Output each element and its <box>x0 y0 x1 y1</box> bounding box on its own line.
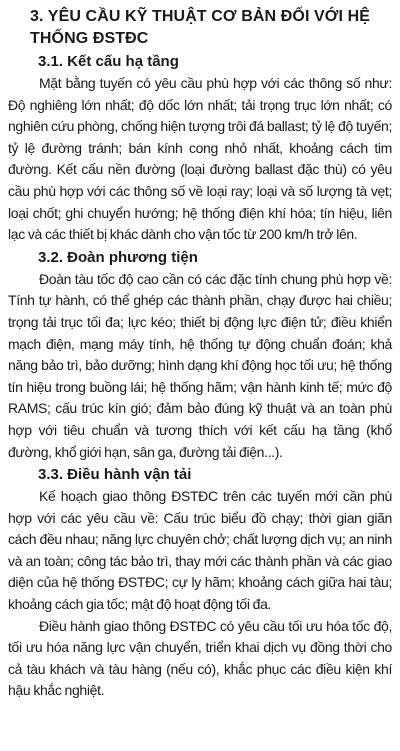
subsection-rolling-stock <box>8 247 392 463</box>
paragraph: Đoàn tàu tốc độ cao cần có các đặc tính chung phù hợp về: Tính tự hành, có thể ghép các thành phần, chạy được hai chiều; trọng tải trục tối đa; lực kéo; thiết bị động lực điện tử; điều khiển mạch điện, mạng máy tính, hệ thống tự động chuẩn đoán; khả năng bảo trì, bảo dưỡng; hình dạng khí động học tối ưu; hệ thống tín hiệu trong buồng lái; hệ thống hãm; vận hành kinh tế; mức độ RAMS; cấu trúc kín gió; đảm bảo đúng kỹ thuật và an toàn phù hợp với tiêu chuẩn và tương thích với kết cấu hạ tầng (khổ đường, khổ giới hạn, sân ga, đường tải điện...). <box>8 270 392 460</box>
subsection-heading: 3.2. Đoàn phương tiện <box>38 248 198 266</box>
paragraph: Điều hành giao thông ĐSTĐC có yêu cầu tối ưu hóa tốc độ, tối ưu hóa năng lực vận chuyển, triển khai dịch vụ đồng thời cho cả tàu khách và tàu hàng (nếu có), khắc phục các điều kiện khí hậu khắc nghiệt. <box>8 617 392 699</box>
subsection-transport-operation <box>8 464 392 702</box>
paragraph: Mặt bằng tuyến có yêu cầu phù hợp với các thông số như: Độ nghiêng lớn nhất; độ dốc lớn nhất; tải trọng trục lớn nhất; có nghiên cứu phòng, chống hiện tượng trôi đá ballast; tỷ lệ độ tuyến; tỷ lệ đường tránh; bán kính cong nhỏ nhất, khoảng cách tim đường. Kết cấu nền đường (loại đường ballast đặc thù) có yêu cầu phù hợp với các thông số về loại ray; loại và số lượng tà vẹt; loại chốt; ghi chuyển hướng; hệ thống điện khí hóa; tín hiệu, liên lạc và các thiết bị khác dành cho vận tốc từ 200 km/h trở lên. <box>8 75 392 243</box>
subsection-heading: 3.3. Điều hành vận tải <box>38 466 192 484</box>
subsection-heading: 3.1. Kết cấu hạ tầng <box>38 53 179 70</box>
subsection-infrastructure <box>8 51 392 246</box>
section-title: 3. YÊU CẦU KỸ THUẬT CƠ BẢN ĐỐI VỚI HỆ THỐNG ĐSTĐC <box>30 8 371 47</box>
paragraph: Kế hoạch giao thông ĐSTĐC trên các tuyến mới cần phù hợp với các yêu cầu về: Cấu trúc biểu đồ chạy; thời gian giãn cách đều nhau; năng lực chuyên chở; chất lượng dịch vụ; an ninh và an toàn; công tác bảo trì, thay mới các thành phần và các giao diện của hệ thống ĐSTĐC; cự ly hãm; khoảng cách giữa hai tàu; khoảng cách gia tốc; mật độ hoạt động tối đa. <box>8 488 392 613</box>
